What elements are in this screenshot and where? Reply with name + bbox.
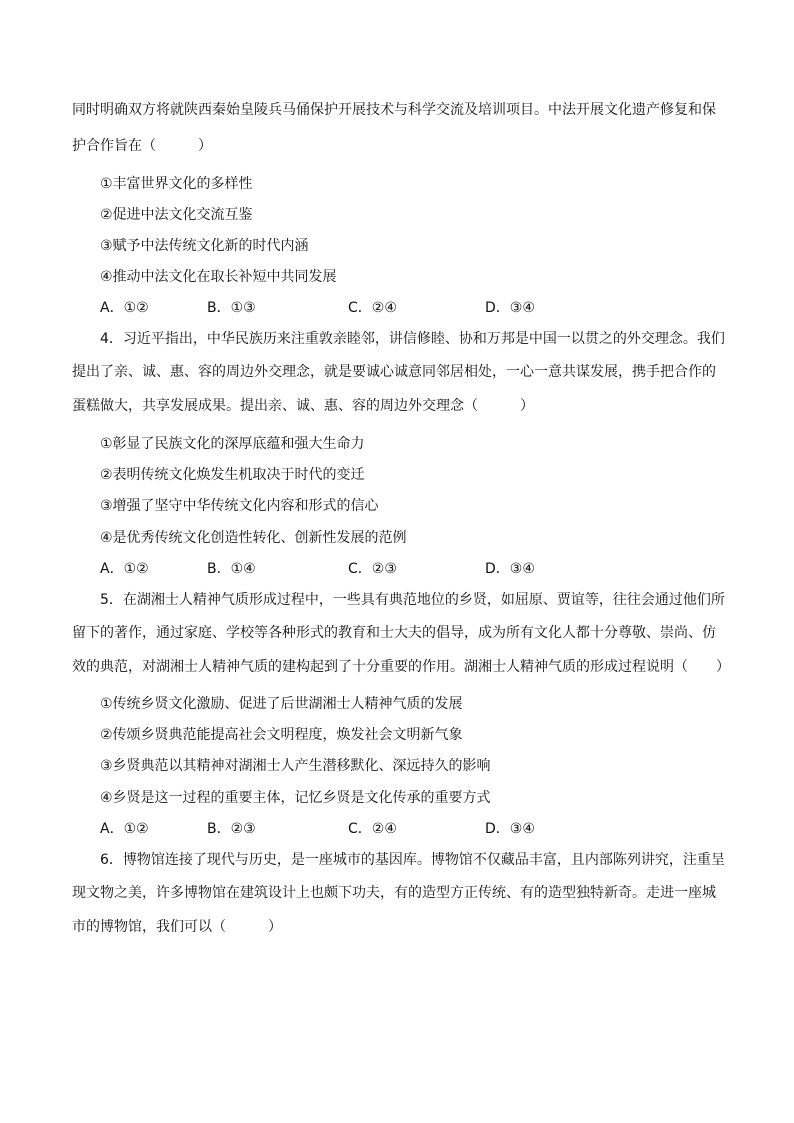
q3-option-c: C．②④ [348, 300, 397, 316]
q3-statement-3: ③赋予中法传统文化新的时代内涵 [100, 238, 309, 254]
q4-option-c: C．②③ [348, 561, 397, 577]
q4-statement-2: ②表明传统文化焕发生机取决于时代的变迁 [100, 467, 365, 483]
q3-option-d: D．③④ [485, 300, 535, 316]
q4-statement-3: ③增强了坚守中华传统文化内容和形式的信心 [100, 498, 379, 514]
q3-stem-line-1: 同时明确双方将就陕西秦始皇陵兵马俑保护开展技术与科学交流及培训项目。中法开展文化遗产修复和保 [72, 102, 716, 118]
q3-option-b: B．①③ [207, 300, 256, 316]
q6-stem-line-1: 6．博物馆连接了现代与历史，是一座城市的基因库。博物馆不仅藏品丰富，且内部陈列讲究，注重呈 [100, 852, 725, 868]
q3-option-a: A．①② [100, 300, 149, 316]
q4-stem-line-3: 蛋糕做大，共享发展成果。提出亲、诚、惠、容的周边外交理念（ ） [72, 398, 534, 414]
q4-stem-line-1: 4．习近平指出，中华民族历来注重敦亲睦邻，讲信修睦、协和万邦是中国一以贯之的外交理念。我们 [100, 331, 725, 347]
q4-option-b: B．①④ [207, 561, 256, 577]
q5-statement-2: ②传颂乡贤典范能提高社会文明程度，焕发社会文明新气象 [100, 727, 463, 743]
q4-option-d: D．③④ [485, 561, 535, 577]
q5-option-a: A．①② [100, 821, 149, 837]
q4-statement-1: ①彰显了民族文化的深厚底蕴和强大生命力 [100, 436, 365, 452]
q5-statement-3: ③乡贤典范以其精神对湖湘士人产生潜移默化、深远持久的影响 [100, 758, 491, 774]
q5-stem-line-3: 效的典范，对湖湘士人精神气质的建构起到了十分重要的作用。湖湘士人精神气质的形成过程说明（ ） [72, 659, 730, 675]
q6-stem-line-3: 市的博物馆，我们可以（ ） [72, 919, 282, 935]
q5-statement-4: ④乡贤是这一过程的重要主体，记忆乡贤是文化传承的重要方式 [100, 790, 491, 806]
q3-statement-4: ④推动中法文化在取长补短中共同发展 [100, 269, 337, 285]
q5-stem-line-1: 5．在湖湘士人精神气质形成过程中，一些具有典范地位的乡贤，如屈原、贾谊等，往往会通过他们所 [100, 592, 725, 608]
q3-statement-1: ①丰富世界文化的多样性 [100, 176, 253, 192]
q4-option-a: A．①② [100, 561, 149, 577]
q3-statement-2: ②促进中法文化交流互鉴 [100, 207, 253, 223]
q3-stem-line-2: 护合作旨在（ ） [72, 138, 212, 154]
q6-stem-line-2: 现文物之美，许多博物馆在建筑设计上也颇下功夫，有的造型方正传统、有的造型独特新奇。走进一座城 [72, 885, 716, 901]
q5-option-b: B．②③ [207, 821, 256, 837]
q5-option-c: C．②④ [348, 821, 397, 837]
q5-option-d: D．③④ [485, 821, 535, 837]
q5-statement-1: ①传统乡贤文化激励、促进了后世湖湘士人精神气质的发展 [100, 696, 463, 712]
q4-stem-line-2: 提出了亲、诚、惠、容的周边外交理念，就是要诚心诚意同邻居相处，一心一意共谋发展，携手把合作的 [72, 364, 716, 380]
q4-statement-4: ④是优秀传统文化创造性转化、创新性发展的范例 [100, 530, 407, 546]
q5-stem-line-2: 留下的著作，通过家庭、学校等各种形式的教育和士大夫的倡导，成为所有文化人都十分尊敬、崇尚、仿 [72, 625, 716, 641]
